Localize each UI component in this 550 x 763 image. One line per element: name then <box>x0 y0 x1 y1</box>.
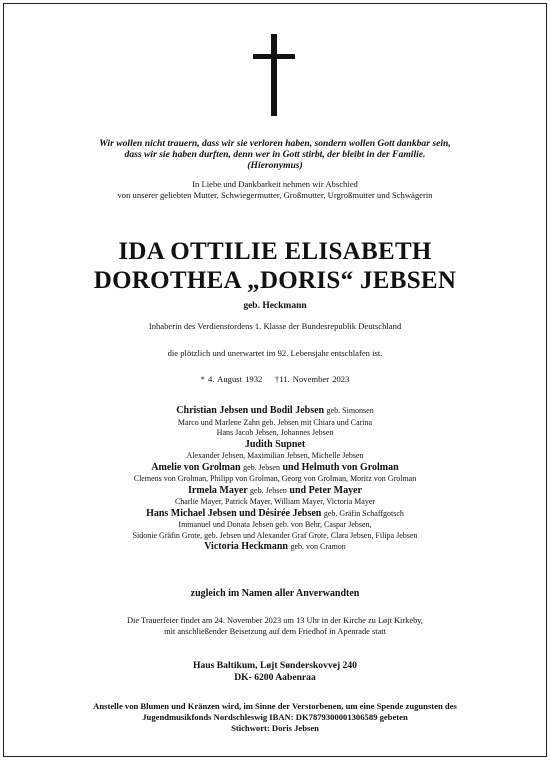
family-head-suffix: geb. von Cramon <box>290 542 346 551</box>
family-head <box>4 439 546 452</box>
family-member-line: Marco und Marlene Zahn geb. Jebsen mit Chiara und Carina <box>177 417 373 427</box>
deceased-name-line-1: IDA OTTILIE ELISABETH <box>118 238 432 265</box>
intro-line-1: In Liebe und Dankbarkeit nehmen wir Abschied <box>192 179 358 189</box>
family-member-line: Sidonie Gräfin Grote, geb. Jebsen und Alexander Graf Grote, Clara Jebsen, Filipa Jebsen <box>132 530 418 540</box>
family-head-suffix: geb. Simonsen <box>326 406 374 415</box>
family-head-spouse: und Peter Mayer <box>289 484 362 496</box>
cross-horizontal-bar <box>253 54 295 59</box>
family-head <box>4 462 546 475</box>
birth-date: * 4. August 1932 <box>200 374 263 384</box>
mourning-address <box>4 660 546 684</box>
family-head-name: Amelie von Grolman <box>151 461 241 473</box>
family-head-suffix: geb. Gräfin Schaffgotsch <box>323 508 404 518</box>
death-date: †11. November 2023 <box>274 374 350 384</box>
quote-line-2: dass wir sie haben durften, denn wer in Gott stirbt, der bleibt in der Familie. <box>124 149 426 160</box>
service-line-1: Die Trauerfeier findet am 24. November 2023 um 13 Uhr in der Kirche zu Løjt Kirkeby, <box>127 616 423 625</box>
address-line-2: DK- 6200 Aabenraa <box>234 672 316 683</box>
family-member-line: Immanuel und Donata Jebsen geb. von Behr, Caspar Jebsen, <box>178 520 372 529</box>
order-of-merit: Inhaberin des Verdienstordens 1. Klasse der Bundesrepublik Deutschland <box>148 321 402 331</box>
donation-line-2: Jugendmusikfonds Nordschleswig IBAN: DK7879300001306589 gebeten <box>142 712 408 722</box>
quote-line-1: Wir wollen nicht trauern, dass wir sie verloren haben, sondern wollen Gott dankbar sein, <box>99 138 451 149</box>
family-head-name: Irmela Mayer <box>188 484 248 496</box>
service-line-2: mit anschließender Beisetzung auf dem Friedhof in Apenrade statt <box>164 627 386 636</box>
family-head-name: Christian Jebsen und Bodil Jebsen <box>176 405 325 416</box>
family-head-name: Judith Supnet <box>244 438 306 450</box>
maiden-name: geb. Heckmann <box>243 301 307 311</box>
life-dates <box>4 374 546 384</box>
family-list <box>4 405 546 554</box>
donation-line-3: Stichwort: Doris Jebsen <box>231 723 319 733</box>
family-member-line: Charlie Mayer, Patrick Mayer, William Mayer, Victoria Mayer <box>174 497 376 506</box>
family-head-name: Hans Michael Jebsen und Désirée Jebsen <box>146 507 322 519</box>
family-head-spouse: und Helmuth von Grolman <box>282 461 399 473</box>
notice-frame <box>4 4 546 756</box>
family-head-suffix: geb. Jebsen <box>243 462 280 472</box>
intro-line-2: von unserer geliebten Mutter, Schwiegermutter, Großmutter, Urgroßmutter und Schwägerin <box>117 190 433 200</box>
family-head <box>4 405 546 418</box>
passing-statement: die plötzlich und unerwartet im 92. Lebensjahr entschlafen ist. <box>167 348 383 358</box>
family-head <box>4 541 546 554</box>
family-head-name: Victoria Heckmann <box>204 541 288 552</box>
farewell-intro <box>4 179 546 201</box>
address-line-1: Haus Baltikum, Løjt Sønderskovvej 240 <box>193 660 357 671</box>
family-member-line: Clemens von Grolman, Philipp von Grolman, Georg von Grolman, Moritz von Grolman <box>133 474 417 483</box>
family-head <box>4 485 546 498</box>
family-member-line: Alexander Jebsen, Maximilian Jebsen, Michelle Jebsen <box>186 451 364 460</box>
family-head <box>4 508 546 521</box>
deceased-name <box>4 237 546 295</box>
on-behalf-line: zugleich im Namen aller Anverwandten <box>190 588 360 599</box>
funeral-service-info <box>4 615 546 637</box>
quote-attribution: (Hieronymus) <box>247 160 303 171</box>
family-head-suffix: geb. Jebsen <box>250 485 287 495</box>
family-member-line: Hans Jacob Jebsen, Johannes Jebsen <box>216 428 334 437</box>
cross-icon <box>249 34 299 116</box>
memorial-quote <box>4 138 546 171</box>
cross-vertical-bar <box>271 34 277 116</box>
donation-request <box>4 701 546 734</box>
donation-line-1: Anstelle von Blumen und Kränzen wird, im Sinne der Verstorbenen, um eine Spende zugunsten des <box>93 701 457 711</box>
obituary-notice <box>3 3 547 757</box>
deceased-name-line-2: DOROTHEA „DORIS“ JEBSEN <box>93 267 457 294</box>
